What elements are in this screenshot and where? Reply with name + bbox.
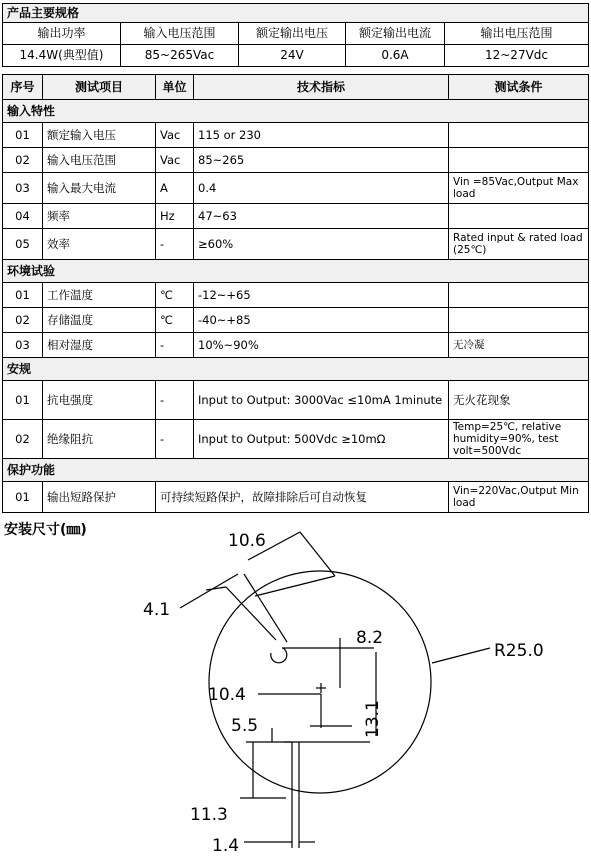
table-row	[3, 420, 589, 459]
spec-header: 输出电压范围	[445, 23, 589, 45]
table-row	[3, 381, 589, 420]
tests-header: 序号	[3, 75, 43, 100]
row-spec: Input to Output: 3000Vac ≤10mA 1minute	[194, 381, 449, 420]
dim-10-6: 10.6	[228, 531, 266, 551]
row-item: 相对湿度	[43, 333, 156, 358]
row-no: 02	[3, 420, 43, 459]
row-spec: 47~63	[194, 204, 449, 229]
table-row	[3, 148, 589, 173]
row-cond: Temp=25℃, relative humidity=90%, test volt=500Vdc	[449, 420, 589, 459]
row-unit: Hz	[156, 204, 194, 229]
dim-1-4: 1.4	[212, 836, 240, 856]
spec-value: 14.4W(典型值)	[3, 45, 121, 67]
spec-header: 输入电压范围	[121, 23, 239, 45]
mounting-drawing	[0, 530, 591, 859]
row-item: 工作温度	[43, 283, 156, 308]
table-row	[3, 229, 589, 260]
spec-value: 24V	[239, 45, 346, 67]
row-no: 01	[3, 283, 43, 308]
tests-header: 单位	[156, 75, 194, 100]
row-unit: -	[156, 381, 194, 420]
spec-header: 额定输出电流	[346, 23, 445, 45]
dim-4-1: 4.1	[143, 600, 171, 620]
spec-table	[2, 3, 589, 67]
row-cond	[449, 148, 589, 173]
row-unit: -	[156, 420, 194, 459]
row-spec: ≥60%	[194, 229, 449, 260]
row-cond: Rated input & rated load (25℃)	[449, 229, 589, 260]
row-cond	[449, 204, 589, 229]
drawing-title: 安装尺寸(㎜)	[4, 522, 87, 538]
row-cond	[449, 283, 589, 308]
spec-header: 额定输出电压	[239, 23, 346, 45]
dim-r25: R25.0	[494, 641, 544, 661]
spec-title: 产品主要规格	[3, 4, 589, 23]
dim-5-5: 5.5	[231, 716, 259, 736]
table-row	[3, 204, 589, 229]
row-cond: Vin =85Vac,Output Max load	[449, 173, 589, 204]
row-cond: 无冷凝	[449, 333, 589, 358]
row-item: 绝缘阻抗	[43, 420, 156, 459]
tests-header: 技术指标	[194, 75, 449, 100]
row-cond: 无火花现象	[449, 381, 589, 420]
row-unit: -	[156, 229, 194, 260]
spec-header: 输出功率	[3, 23, 121, 45]
row-no: 04	[3, 204, 43, 229]
section-title: 环境试验	[3, 260, 589, 283]
row-no: 03	[3, 173, 43, 204]
spec-value: 0.6A	[346, 45, 445, 67]
row-no: 03	[3, 333, 43, 358]
section-title: 保护功能	[3, 459, 589, 482]
row-spec: 10%~90%	[194, 333, 449, 358]
table-row	[3, 123, 589, 148]
table-row	[3, 482, 589, 513]
row-item: 频率	[43, 204, 156, 229]
spec-value: 85~265Vac	[121, 45, 239, 67]
keyhole-slot	[226, 574, 287, 663]
dim-8-2: 8.2	[356, 628, 384, 648]
row-no: 02	[3, 308, 43, 333]
dim-13-1: 13.1	[363, 700, 383, 738]
table-row	[3, 283, 589, 308]
row-no: 01	[3, 482, 43, 513]
row-no: 02	[3, 148, 43, 173]
dim-11-3: 11.3	[190, 805, 228, 825]
row-spec: -12~+65	[194, 283, 449, 308]
row-unit: -	[156, 333, 194, 358]
row-no: 01	[3, 381, 43, 420]
table-row	[3, 333, 589, 358]
row-cond	[449, 123, 589, 148]
row-unit: A	[156, 173, 194, 204]
row-item: 输出短路保护	[43, 482, 156, 513]
row-no: 01	[3, 123, 43, 148]
row-spec: Input to Output: 500Vdc ≥10mΩ	[194, 420, 449, 459]
tests-table	[2, 74, 589, 513]
row-spec: 可持续短路保护，故障排除后可自动恢复	[156, 482, 449, 513]
row-item: 效率	[43, 229, 156, 260]
row-item: 存储温度	[43, 308, 156, 333]
row-unit: Vac	[156, 148, 194, 173]
row-unit: Vac	[156, 123, 194, 148]
row-cond: Vin=220Vac,Output Min load	[449, 482, 589, 513]
row-item: 输入电压范围	[43, 148, 156, 173]
row-item: 输入最大电流	[43, 173, 156, 204]
row-spec: 85~265	[194, 148, 449, 173]
row-item: 抗电强度	[43, 381, 156, 420]
table-row	[3, 173, 589, 204]
dim-10-4: 10.4	[208, 685, 246, 705]
spec-value: 12~27Vdc	[445, 45, 589, 67]
tests-header: 测试项目	[43, 75, 156, 100]
section-title: 输入特性	[3, 100, 589, 123]
row-no: 05	[3, 229, 43, 260]
row-item: 额定输入电压	[43, 123, 156, 148]
row-spec: 115 or 230	[194, 123, 449, 148]
row-spec: 0.4	[194, 173, 449, 204]
row-spec: -40~+85	[194, 308, 449, 333]
tests-header: 测试条件	[449, 75, 589, 100]
row-unit: ℃	[156, 283, 194, 308]
table-row	[3, 308, 589, 333]
row-unit: ℃	[156, 308, 194, 333]
row-cond	[449, 308, 589, 333]
section-title: 安规	[3, 358, 589, 381]
